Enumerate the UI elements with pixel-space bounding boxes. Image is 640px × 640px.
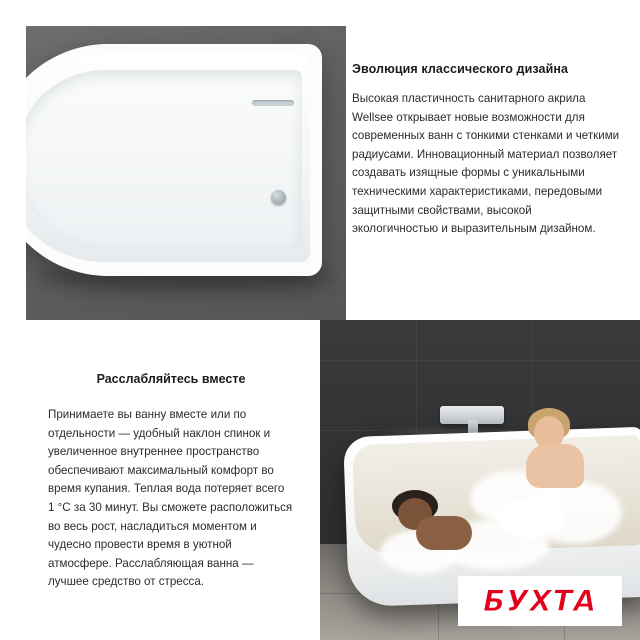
bottom-text-column [0, 320, 320, 640]
top-text-column [352, 62, 620, 320]
bottom-section-paragraph: Принимаете вы ванну вместе или по отдельности — удобный наклон спинок и увеличенное внутреннее пространство обеспечивают максимальный комфорт во время купания. Теплая вода потеряет всего 1 °С за 30 минут. Вы сможете расположиться во весь рост, насладиться моментом и чудесно провести время в уютной атмосфере. Расслабляющая ванна — лучшее средство от стресса. [48, 408, 293, 589]
woman-body [526, 444, 584, 488]
bathtub-shape [26, 44, 322, 276]
watermark-logo [458, 576, 622, 626]
top-section-title: Эволюция классического дизайна [352, 62, 569, 76]
wall-tile-line [320, 360, 640, 361]
foam-blob [496, 498, 566, 538]
bathtub-drain-icon [271, 190, 286, 205]
top-section-paragraph: Высокая пластичность санитарного акрила Wellsee открывает новые возможности для современных ванн с тонкими стенками и четкими радиусами. Инновационный материал позволяет создавать изящные формы с уникальными техническими характеристиками, передовыми защитными свойствами, высокой экологичностью и выразительным дизайном. [352, 92, 620, 236]
bathtub-rim [26, 70, 302, 246]
bathtub-overflow-slot [252, 100, 294, 106]
man-body [416, 516, 472, 550]
bottom-section-title: Расслабляйтесь вместе [96, 372, 246, 386]
watermark-text: БУХТА [482, 584, 598, 618]
bathtub-product-image [26, 26, 346, 320]
